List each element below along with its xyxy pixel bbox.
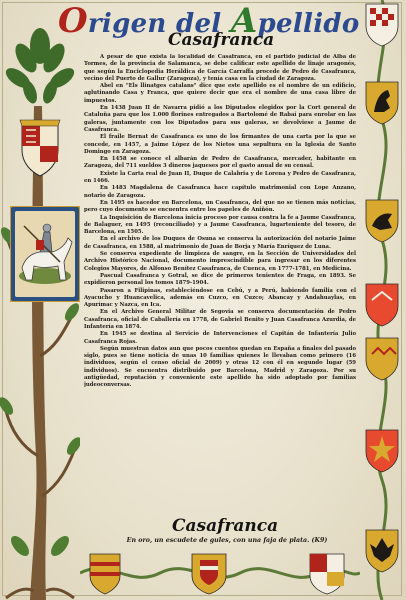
surname-heading: Casafranca xyxy=(168,30,275,50)
history-paragraph: En 1458 se conoce el albarán de Pedro de Casafranca, mercader, habitante en Zaragoza, del 711 sueldos 3 dineros jaqueses por el gasto anual de su censal. xyxy=(84,156,356,170)
coat-of-arms-shield-icon xyxy=(20,120,60,176)
history-paragraph: Existe la Carta real de Juan II, Duque de Calabria y de Lorena y Pedro de Casafranca, en 1466. xyxy=(84,170,356,185)
tree-branch xyxy=(40,316,72,356)
history-paragraph: A pesar de que exista la localidad de Casafranca, en el partido judicial de Alba de Tormes, de la provincia de Salamanca, se debe calificar este apellido de linaje aragonés, que según la Enciclopedia Heráldica de García Carraffa procede de Pedro de Casafranca, vecino del Puerto de Gallur (Zaragoza), y tenía casa en la ciudad de Zaragoza. xyxy=(84,54,356,82)
history-paragraph: Pascual Casafranca y Gotral, se dice de primeros tenientes de Fraga, en 1893. Se expidieron personal los tomos 1879-1904. xyxy=(84,272,356,287)
family-tree-illustration xyxy=(0,26,80,600)
history-paragraph: El fraile Bernat de Casafranca es uno de los firmantes de una carta por la que se concede, en 1457, a Jaime López de los Nietos una sepultura en la Iglesia de Santo Domingo en Zaragoza. xyxy=(84,134,356,155)
history-paragraph: En 1483 Magdalena de Casafranca hace capítulo matrimonial con Lope Anzano, notario de Zaragoza. xyxy=(84,185,356,199)
title-text-part1: rigen del xyxy=(87,9,231,39)
history-paragraph: Abel en "Els llinatges catalans" dice que este apellido es el nombre de un edificio, aglutinando Casa y Franca, que quiere decir que era el nombre de una casa libre de impuestos. xyxy=(84,83,356,104)
title-initial-o: O xyxy=(58,1,88,41)
shield-red-icon xyxy=(366,284,398,326)
history-paragraph: Pasaron a Filipinas, estableciéndose en Cebú, y a Perú, habiendo familia con el Ayacucho y Huancavelica, además en Cuzco, en Cuzco; Abancay y Andahuaylas, en Apurímac y Nazca, en Ica. xyxy=(84,287,356,309)
shield-eagle-icon xyxy=(366,530,398,572)
heraldic-border-right xyxy=(358,0,406,600)
title-initial-a: A xyxy=(230,1,258,41)
shield-star-icon xyxy=(366,430,398,472)
blazon-description: En oro, un escudete de gules, con una faja de plata. (K9) xyxy=(126,537,328,544)
history-text xyxy=(84,54,356,522)
casafranca-arms-icon xyxy=(192,554,226,594)
history-paragraph: La Inquisición de Barcelona inicia proceso por causa contra la fe a Jaume Casafranca, de Balaguer, en 1495 (reconciliado) y a Jaume Casafranca, lugarteniente del tesoro, de Barcelona, en 1505. xyxy=(84,214,356,236)
history-paragraph: En 1438 Juan II de Navarra pidió a los Diputados elegidos por la Cort general de Cataluña para que los 1.000 florines entregados a Bartolomé de Rabaí para enrolar en las galeras, juntamente con los Diputados para sus galeras, se devolviese a Jaume de Casafranca. xyxy=(84,105,356,133)
shield-quartered-icon xyxy=(310,554,344,594)
shield-lion-icon xyxy=(366,200,398,242)
surname-footer: Casafranca xyxy=(172,516,279,536)
knight-on-horse-miniature xyxy=(10,206,80,302)
tree-branch xyxy=(6,411,38,456)
shield-lion-icon xyxy=(366,82,398,124)
history-paragraph: En el Archivo General Militar de Segovia se conserva documentación de Pedro Casafranca, oficial de Caballería en 1778, de Gabriel Benito y Juan Casafranca Azurdia, de Infantería en 1874. xyxy=(84,309,356,330)
history-paragraph: En el archivo de los Duques de Osuna se conserva la autorización del notario Jaime de Casafranca, en 1588, al matrimonio de Juan de Borja y María Enríquez de Luna. xyxy=(84,236,356,250)
shield-icon xyxy=(366,4,398,46)
shield-gold-icon xyxy=(366,338,398,380)
history-paragraph: Se conserva expediente de limpieza de sangre, en la Sección de Universidades del Archivo Histórico Nacional, documento imprescindible para ingresar en los diferentes Colegios Mayores, de Alfonso Benítez Casafranca, de Cuenca, en 1777-1781, en Medicina. xyxy=(84,251,356,272)
tree-branch xyxy=(42,451,74,496)
history-paragraph: En 1495 es hacedor en Barcelona, un Casafranca, del que no se tienen más noticias, pero cuyo documento se encuentra entre los papeles de Aniñón. xyxy=(84,199,356,214)
shield-striped-icon xyxy=(90,554,120,594)
heraldic-border-bottom xyxy=(80,548,360,598)
history-paragraph: Según muestran datos aun que pocos cuentos quedan en España a finales del pasado siglo, pues se tiene noticia de unas 10 familias quienes le llevaban como primero (16 individuos, según el censo oficial de 2009) y otras 12 con él en segundo lugar (59 individuos). Se encuentra distribuido por Barcelona, Madrid y Zaragoza. Por su antigüedad, reputación y conveniente este apellido ha sido adoptado por familias judeoconversas. xyxy=(84,345,356,389)
title-text-part2: pellido xyxy=(257,9,360,39)
history-paragraph: En 1945 se destina al Servicio de Intervenciones el Capitán de Infantería Julio Casafranca Rojas. xyxy=(84,331,356,345)
